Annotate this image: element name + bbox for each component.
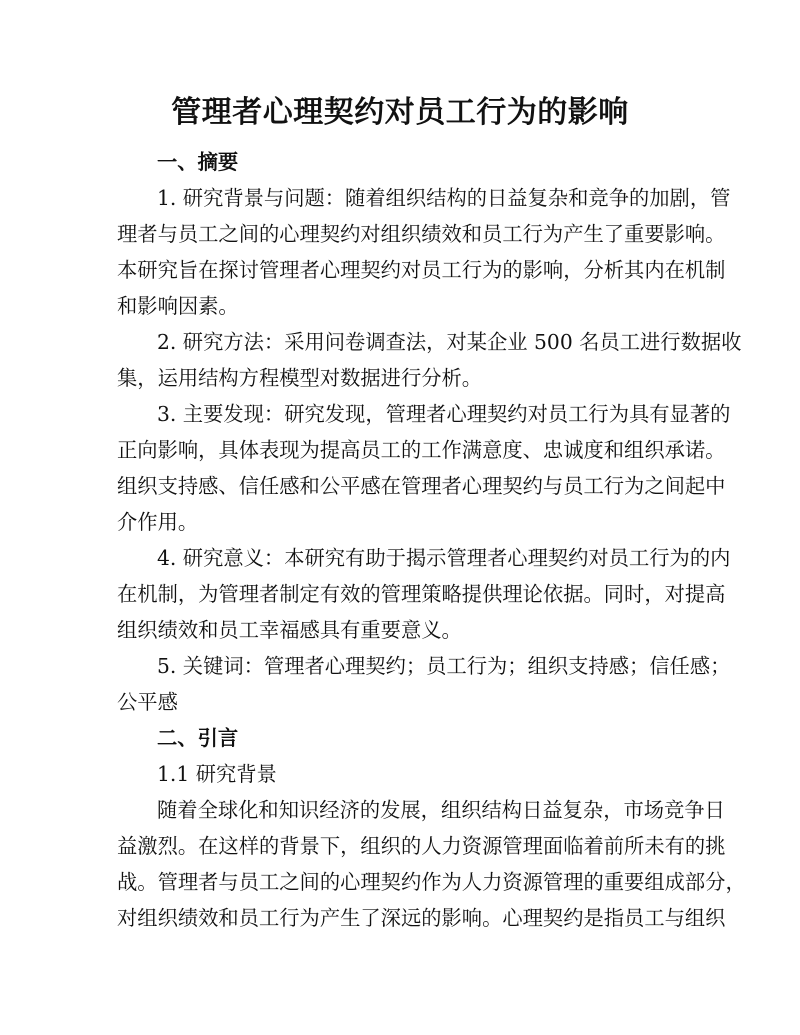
text-line: 益激烈。在这样的背景下，组织的人力资源管理面临着前所未有的挑 <box>117 834 726 858</box>
text-line: 公平感 <box>117 690 178 714</box>
text-line: 3. 主要发现：研究发现，管理者心理契约对员工行为具有显著的 <box>157 402 731 426</box>
text-line: 1. 研究背景与问题：随着组织结构的日益复杂和竞争的加剧，管 <box>157 186 731 210</box>
text-line: 组织绩效和员工幸福感具有重要意义。 <box>117 618 462 642</box>
text-line: 介作用。 <box>117 510 199 534</box>
text-line: 5. 关键词：管理者心理契约；员工行为；组织支持感；信任感； <box>157 654 731 678</box>
text-line: 和影响因素。 <box>117 294 239 318</box>
text-line: 本研究旨在探讨管理者心理契约对员工行为的影响，分析其内在机制 <box>117 258 726 282</box>
text-line: 2. 研究方法：采用问卷调查法，对某企业 500 名员工进行数据收 <box>157 330 742 354</box>
text-line: 随着全球化和知识经济的发展，组织结构日益复杂，市场竞争日 <box>157 798 725 822</box>
text-line: 战。管理者与员工之间的心理契约作为人力资源管理的重要组成部分， <box>117 870 746 894</box>
text-line: 集，运用结构方程模型对数据进行分析。 <box>117 366 483 390</box>
text-line: 对组织绩效和员工行为产生了深远的影响。心理契约是指员工与组织 <box>117 906 726 930</box>
text-line: 1.1 研究背景 <box>157 762 277 786</box>
section-heading: 二、引言 <box>157 726 239 750</box>
text-line: 4. 研究意义：本研究有助于揭示管理者心理契约对员工行为的内 <box>157 546 731 570</box>
text-line: 正向影响，具体表现为提高员工的工作满意度、忠诚度和组织承诺。 <box>117 438 726 462</box>
text-line: 组织支持感、信任感和公平感在管理者心理契约与员工行为之间起中 <box>117 474 726 498</box>
section-heading: 一、摘要 <box>157 150 239 174</box>
text-line: 理者与员工之间的心理契约对组织绩效和员工行为产生了重要影响。 <box>117 222 726 246</box>
text-line: 在机制，为管理者制定有效的管理策略提供理论依据。同时，对提高 <box>117 582 726 606</box>
document-body <box>117 144 746 936</box>
document-title: 管理者心理契约对员工行为的影响 <box>171 95 629 130</box>
